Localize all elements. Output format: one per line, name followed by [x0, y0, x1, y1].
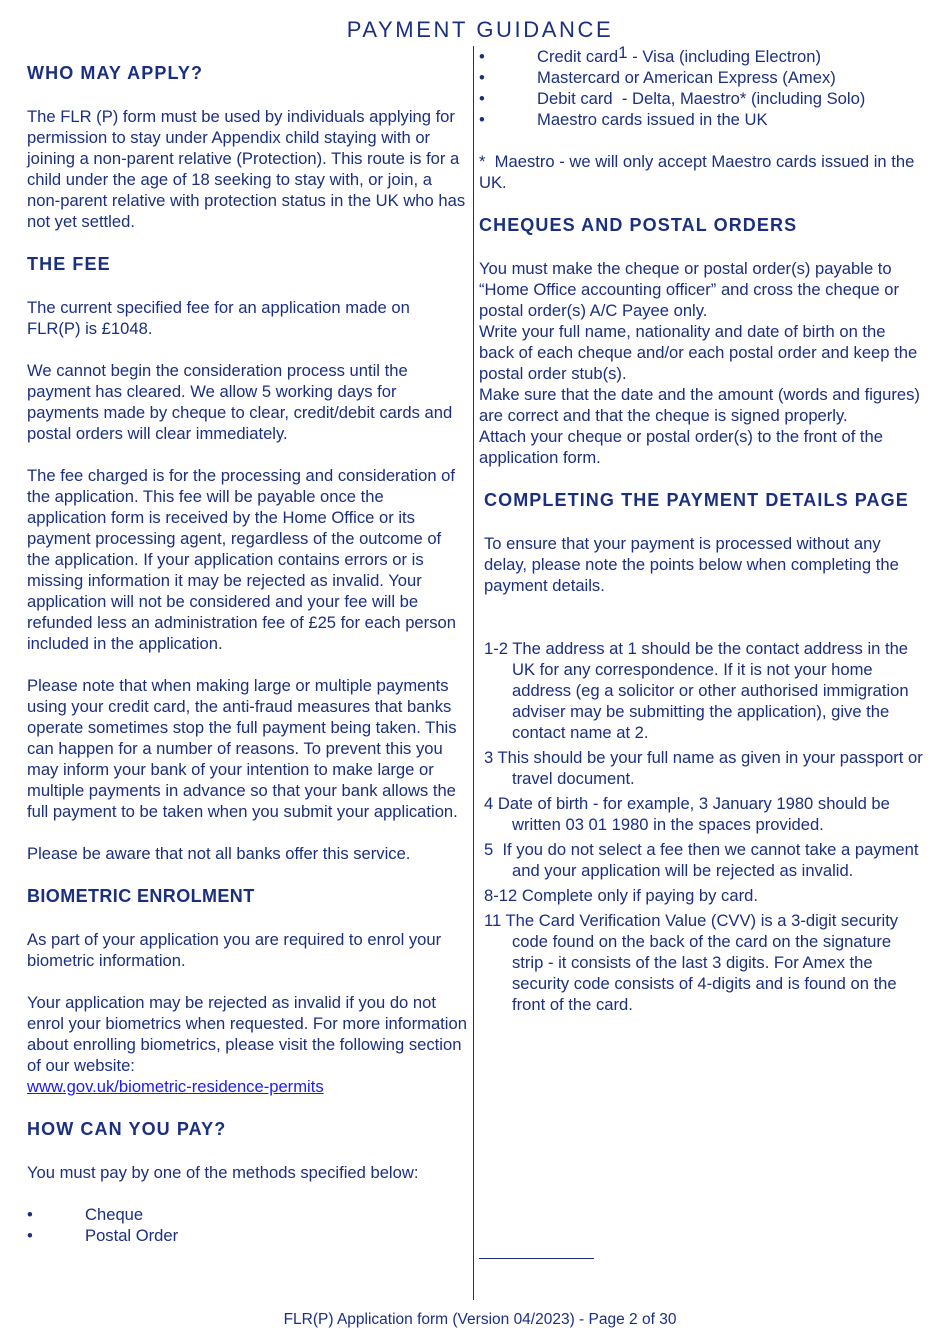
card-bullet-label: Mastercard or American Express (Amex)	[537, 68, 836, 87]
bullet-icon: •	[27, 1226, 33, 1245]
pay-method-label: Cheque	[85, 1205, 144, 1224]
biometric-paragraph-1: As part of your application you are required to enrol your biometric information.	[27, 930, 442, 970]
how-can-you-pay-heading: HOW CAN YOU PAY?	[27, 1119, 227, 1139]
card-bullet-label: Credit card	[537, 47, 619, 66]
footnote-rule	[479, 1258, 594, 1259]
card-bullet-rest: - Visa (including Electron)	[627, 47, 821, 66]
card-bullet-item	[479, 88, 925, 109]
biometric-heading: BIOMETRIC ENROLMENT	[27, 886, 255, 906]
card-bullet-item	[479, 43, 925, 67]
pay-method-label: Postal Order	[85, 1226, 179, 1245]
card-bullet-label: Maestro cards issued in the UK	[537, 110, 768, 129]
bullet-icon: •	[479, 89, 485, 108]
bullet-icon: •	[27, 1205, 33, 1224]
cheques-paragraph-2: Write your full name, nationality and date of birth on the back of each cheque and/or each postal order and keep the postal order stub(s).	[479, 322, 918, 383]
cheques-paragraph-1: You must make the cheque or postal order(s) payable to “Home Office accounting officer” and cross the cheque or postal order(s) A/C Payee only.	[479, 259, 899, 320]
card-bullet-item	[479, 109, 925, 130]
payment-point: 11 The Card Verification Value (CVV) is a 3-digit security code found on the back of the card on the signature strip - it consists of the last 3 digits. For Amex the security code consists of 4-digits and is found on the front of the card.	[484, 911, 899, 1014]
column-divider	[473, 46, 474, 1300]
completing-section	[479, 489, 925, 1015]
card-bullet-text	[537, 43, 821, 67]
completing-paragraph: To ensure that your payment is processed without any delay, please note the points below when completing the payment details.	[484, 534, 899, 595]
fee-paragraph-3: The fee charged is for the processing and consideration of the application. This fee will be payable once the application form is received by the Home Office or its payment processing agent, regardless of the outcome of the application. If your application contains errors or is missing information it may be rejected as invalid. Your application will not be considered and your fee will be refunded less an administration fee of £25 for each person included in the application.	[27, 466, 456, 653]
completing-heading: COMPLETING THE PAYMENT DETAILS PAGE	[484, 490, 909, 510]
biometric-paragraph-2: Your application may be rejected as invalid if you do not enrol your biometrics when requested. For more information about enrolling biometrics, please visit the following section of our website:	[27, 993, 467, 1075]
payment-point: 8-12 Complete only if paying by card.	[484, 886, 758, 905]
who-may-apply-text: The FLR (P) form must be used by individuals applying for permission to stay under Appendix child staying with or joining a non-parent relative (Protection). This route is for a child under the age of 18 seeking to stay with, or join, a non-parent relative with protection status in the UK who has not yet settled.	[27, 107, 466, 231]
payment-point: 4 Date of birth - for example, 3 January 1980 should be written 03 01 1980 in the spaces provided.	[484, 794, 890, 834]
fee-paragraph-2: We cannot begin the consideration process until the payment has cleared. We allow 5 working days for payments made by cheque to clear, credit/debit cards and postal orders will clear immediately.	[27, 361, 453, 443]
page-title: PAYMENT GUIDANCE	[346, 17, 614, 42]
footnote-marker: 1	[618, 43, 628, 62]
payment-point: 5 If you do not select a fee then we cannot take a payment and your application will be rejected as invalid.	[484, 840, 924, 880]
fee-heading: THE FEE	[27, 254, 111, 274]
bullet-icon: •	[479, 47, 485, 66]
maestro-note: * Maestro - we will only accept Maestro cards issued in the UK.	[479, 152, 919, 192]
card-bullet-item	[479, 67, 925, 88]
page-footer: FLR(P) Application form (Version 04/2023) - Page 2 of 30	[283, 1311, 677, 1328]
pay-method-item	[27, 1225, 467, 1246]
cheques-paragraph-4: Attach your cheque or postal order(s) to the front of the application form.	[479, 427, 884, 467]
cheques-heading: CHEQUES AND POSTAL ORDERS	[479, 215, 798, 235]
payment-point: 3 This should be your full name as given in your passport or travel document.	[484, 748, 923, 788]
how-can-you-pay-text: You must pay by one of the methods specified below:	[27, 1163, 419, 1182]
pay-method-item	[27, 1204, 467, 1225]
fee-paragraph-5: Please be aware that not all banks offer this service.	[27, 844, 411, 863]
bullet-icon: •	[479, 110, 485, 129]
bullet-icon: •	[479, 68, 485, 87]
biometric-link[interactable]: www.gov.uk/biometric-residence-permits	[27, 1077, 324, 1096]
card-bullet-label: Debit card - Delta, Maestro* (including Solo)	[537, 89, 866, 108]
who-may-apply-heading: WHO MAY APPLY?	[27, 63, 204, 83]
payment-point: 1-2 The address at 1 should be the contact address in the UK for any correspondence. If it is not your home address (eg a solicitor or other authorised immigration adviser may be submitting the application), give the contact name at 2.	[484, 639, 909, 742]
left-column	[27, 62, 467, 1246]
right-column	[479, 43, 925, 1019]
fee-paragraph-1: The current specified fee for an application made on FLR(P) is £1048.	[27, 298, 410, 338]
fee-paragraph-4: Please note that when making large or multiple payments using your credit card, the anti-fraud measures that banks operate sometimes stop the full payment being taken. This can happen for a number of reasons. To prevent this you may inform your bank of your intention to make large or multiple payments in advance so that your bank allows the full payment to be taken when you submit your application.	[27, 676, 458, 821]
cheques-paragraph-3: Make sure that the date and the amount (words and figures) are correct and that the cheque is signed properly.	[479, 385, 920, 425]
